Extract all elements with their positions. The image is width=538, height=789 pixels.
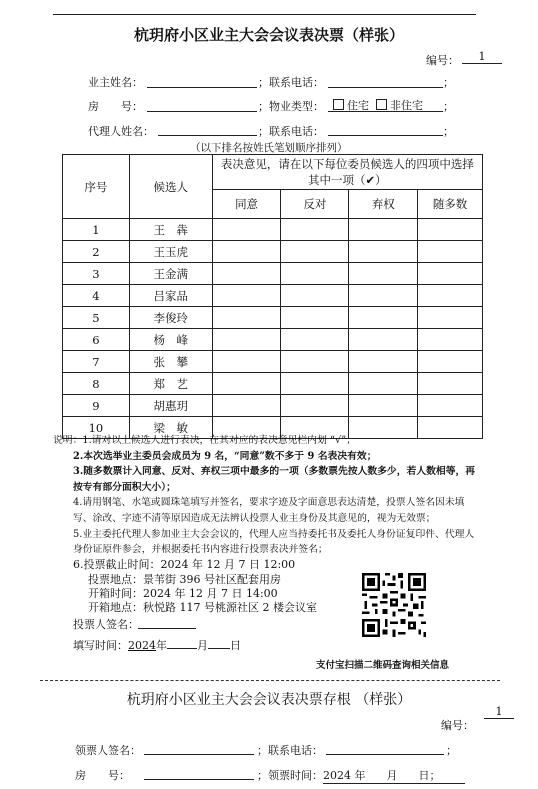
agree-cell[interactable] [212,285,281,307]
stub-room-field[interactable] [144,779,254,780]
line-end: ； [443,100,454,113]
nonresidential-checkbox[interactable] [376,99,387,110]
col-no-header: 序号 [63,155,130,219]
owner-name-label: 业主姓名： [88,76,143,89]
residential-checkbox[interactable] [333,99,344,110]
nonresidential-option: 非住宅 [390,99,423,112]
stub-year-unit: 年 [354,769,366,782]
owner-contact-field[interactable] [328,87,443,88]
owner-name-field[interactable] [147,87,257,88]
row-no: 1 [63,219,130,241]
agree-cell[interactable] [212,241,281,263]
row-no: 3 [63,263,130,285]
owner-contact-label: ；联系电话： [258,76,324,89]
notes-section [53,433,483,558]
agree-cell[interactable] [212,329,281,351]
stub-number-label: 编号： [441,719,474,732]
fill-day-field[interactable] [208,648,230,649]
abstain-cell[interactable] [349,395,418,417]
majority-cell[interactable] [418,219,483,241]
agree-cell[interactable] [212,395,281,417]
line-end: ； [443,76,454,89]
receive-year: 2024 [323,769,351,782]
table-row [63,285,483,307]
oppose-cell[interactable] [281,373,349,395]
fill-year: 2024 [128,639,156,652]
col-oppose-header: 反对 [281,190,349,219]
table-row [63,351,483,373]
table-row [63,307,483,329]
stub-title: 杭玥府小区业主大会会议表决票存根 （样张） [126,692,412,708]
candidate-name: 胡惠玥 [129,395,212,417]
stub-day-unit: 日； [418,769,441,782]
line-end: ； [446,744,457,757]
room-label: 房 号： [88,100,143,113]
majority-cell[interactable] [418,307,483,329]
abstain-cell[interactable] [349,263,418,285]
oppose-cell[interactable] [281,241,349,263]
majority-cell[interactable] [418,373,483,395]
note-1: 说明：1.请对以上候选人进行表决，在其对应的表决意见栏内划 “√”； [53,435,357,446]
tear-line [40,680,500,681]
note-3: 3.随多数票计入同意、反对、弃权三项中最多的一项（多数票先按人数多少，若人数相等，再按专有部分面积大小）； [73,466,476,493]
abstain-cell[interactable] [349,329,418,351]
receive-date-field[interactable] [323,767,465,784]
month-unit: 月 [197,639,208,652]
candidate-name: 王金满 [129,263,212,285]
majority-cell[interactable] [418,395,483,417]
table-row [63,395,483,417]
oppose-cell[interactable] [281,307,349,329]
agent-name-label: 代理人姓名： [88,125,154,138]
note-6-deadline: 6.投票截止时间：2024 年 12 月 7 日 12:00 [73,558,296,571]
receive-time-label: ；领票时间： [257,769,323,782]
oppose-cell[interactable] [281,219,349,241]
abstain-cell[interactable] [349,241,418,263]
residential-option: 住宅 [347,99,369,112]
open-place: 开箱地点：秋悦路 117 号桃源社区 2 楼会议室 [88,601,317,614]
day-unit: 日 [230,639,241,652]
stub-number-value: 1 [484,705,514,719]
oppose-cell[interactable] [281,329,349,351]
vote-location: 投票地点：景苇街 396 号社区配套用房 [88,573,281,586]
majority-cell[interactable] [418,285,483,307]
open-time: 开箱时间：2024 年 12 月 7 日 14:00 [88,587,278,600]
majority-cell[interactable] [418,263,483,285]
candidate-name: 张 攀 [129,351,212,373]
agent-name-field[interactable] [158,135,257,136]
table-row [63,329,483,351]
abstain-cell[interactable] [349,307,418,329]
table-row [63,241,483,263]
stub-contact-field[interactable] [326,754,444,755]
ballot-number-value: 1 [462,50,502,64]
note-5: 5.业主委托代理人参加业主大会会议的，代理人应当持委托书及委托人身份证复印件、代理人身份证原件参会，并根据委托书内容进行投票表决并签名； [73,528,475,556]
oppose-cell[interactable] [281,263,349,285]
receiver-label: 领票人签名： [75,744,141,757]
qr-code-icon [362,573,426,637]
candidate-name: 梁 敏 [129,417,212,439]
signature-field[interactable] [138,628,196,629]
candidate-name: 杨 峰 [129,329,212,351]
receiver-field[interactable] [144,754,254,755]
oppose-cell[interactable] [281,285,349,307]
stub-month-unit: 月 [386,769,398,782]
fill-time-label: 填写时间： [73,639,128,652]
stub-receive-time [257,767,465,784]
candidate-name: 郑 艺 [129,373,212,395]
row-no: 7 [63,351,130,373]
table-header-row [63,155,483,190]
fill-month-field[interactable] [167,648,197,649]
agree-cell[interactable] [212,373,281,395]
signature-label: 投票人签名： [73,618,139,631]
col-candidate-header: 候选人 [129,155,212,219]
year-unit: 年 [156,639,167,652]
majority-cell[interactable] [418,241,483,263]
col-abstain-header: 弃权 [349,190,418,219]
table-row [63,263,483,285]
line-end: ； [443,125,454,138]
abstain-cell[interactable] [349,351,418,373]
ballot-title: 杭玥府小区业主大会会议表决票（样张） [133,26,404,44]
abstain-cell[interactable] [349,285,418,307]
property-type-label: ；物业类型： [258,100,324,113]
agree-cell[interactable] [212,219,281,241]
table-row [63,373,483,395]
oppose-cell[interactable] [281,395,349,417]
row-no: 4 [63,285,130,307]
agree-cell[interactable] [212,263,281,285]
oppose-cell[interactable] [281,351,349,373]
row-no: 8 [63,373,130,395]
qr-caption: 支付宝扫描二维码查询相关信息 [316,660,450,671]
candidate-name: 王 犇 [129,219,212,241]
abstain-cell[interactable] [349,373,418,395]
row-no: 2 [63,241,130,263]
top-rule [53,14,476,15]
majority-cell[interactable] [418,351,483,373]
col-agree-header: 同意 [212,190,281,219]
candidate-name: 李俊玲 [129,307,212,329]
col-follow-majority-header: 随多数 [418,190,483,219]
agent-contact-label: ；联系电话： [258,125,324,138]
vote-table [62,154,483,439]
row-no: 9 [63,395,130,417]
candidate-name: 吕家品 [129,285,212,307]
order-note: （以下排名按姓氏笔划顺序排列） [190,142,348,154]
agree-cell[interactable] [212,351,281,373]
row-no: 5 [63,307,130,329]
row-no: 10 [63,417,130,439]
property-type-underline [328,111,443,112]
table-row [63,219,483,241]
majority-cell[interactable] [418,329,483,351]
opinion-header: 表决意见，请在以下每位委员候选人的四项中选择其中一项（✔） [212,155,482,190]
agree-cell[interactable] [212,307,281,329]
stub-contact-label: ；联系电话： [257,744,323,757]
stub-room-label: 房 号： [75,769,130,782]
ballot-number-label: 编号： [426,54,459,67]
note-4: 4.请用钢笔、水笔或圆珠笔填写并签名，要求字迹及字面意思表达清楚，投票人签名因未填写、涂改、字迹不清等原因造成无法辨认投票人业主身份及其意见的，视为无效票； [73,497,465,524]
candidate-name: 王玉虎 [129,241,212,263]
agent-contact-field[interactable] [328,135,443,136]
row-no: 6 [63,329,130,351]
abstain-cell[interactable] [349,219,418,241]
fill-time-row [73,637,241,653]
room-field[interactable] [147,111,257,112]
note-2: 2.本次选举业主委员会成员为 9 名，“同意”数不多于 9 名表决有效； [73,450,377,462]
